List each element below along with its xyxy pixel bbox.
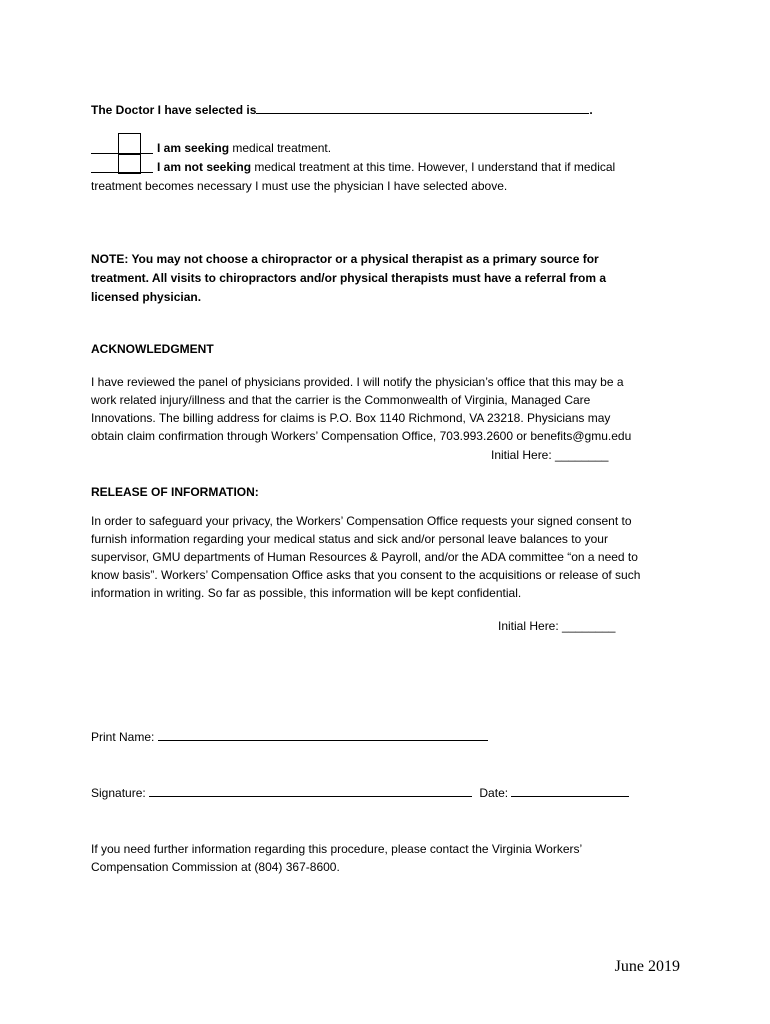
not-seeking-checkbox[interactable] — [118, 153, 141, 174]
contact-line-1: If you need further information regarding this procedure, please contact the Virginia Workers’ — [91, 842, 583, 856]
acknowledgment-line-4: obtain claim confirmation through Workers’ Compensation Office, 703.993.2600 or benefits@gmu.edu — [91, 429, 632, 443]
acknowledgment-line-1: I have reviewed the panel of physicians provided. I will notify the physician’s office that this may be a — [91, 375, 624, 389]
note-line-2: treatment. All visits to chiropractors and/or physical therapists must have a referral from a — [91, 271, 607, 285]
doctor-selected-row — [91, 101, 593, 119]
signature-label: Signature: — [91, 786, 146, 800]
release-line-4: know basis”. Workers’ Compensation Office asks that you consent to the acquisitions or release of such — [91, 568, 641, 582]
release-line-1: In order to safeguard your privacy, the Workers’ Compensation Office requests your signed consent to — [91, 514, 632, 528]
seeking-rest: medical treatment. — [229, 141, 332, 155]
doctor-selected-label: The Doctor I have selected is — [91, 103, 257, 117]
note-line-1: NOTE: You may not choose a chiropractor or a physical therapist as a primary source for — [91, 252, 599, 266]
acknowledgment-initial-field[interactable]: Initial Here: ________ — [491, 448, 609, 462]
print-name-row — [91, 728, 488, 746]
print-name-label: Print Name: — [91, 730, 155, 744]
footer-date: June 2019 — [614, 958, 680, 975]
date-field[interactable] — [511, 784, 629, 797]
seeking-option — [157, 139, 331, 157]
not-seeking-rest: medical treatment at this time. However, I understand that if medical — [251, 160, 616, 174]
contact-line-2: Compensation Commission at (804) 367-8600. — [91, 860, 340, 874]
release-paragraph — [91, 512, 640, 602]
seeking-bold: I am seeking — [157, 141, 230, 155]
release-line-5: information in writing. So far as possible, this information will be kept confidential. — [91, 586, 522, 600]
note-paragraph — [91, 250, 606, 306]
not-seeking-continuation: treatment becomes necessary I must use the physician I have selected above. — [91, 179, 508, 193]
print-name-field[interactable] — [158, 728, 488, 741]
signature-row — [91, 784, 629, 802]
acknowledgment-line-3: Innovations. The billing address for claims is P.O. Box 1140 Richmond, VA 23218. Physicians may — [91, 411, 611, 425]
acknowledgment-line-2: work related injury/illness and that the carrier is the Commonwealth of Virginia, Managed Care — [91, 393, 591, 407]
release-initial-field[interactable]: Initial Here: ________ — [498, 619, 616, 633]
acknowledgment-heading: ACKNOWLEDGMENT — [91, 342, 214, 356]
release-heading: RELEASE OF INFORMATION: — [91, 485, 259, 499]
not-seeking-option — [157, 158, 615, 176]
note-line-3: licensed physician. — [91, 290, 202, 304]
not-seeking-bold: I am not seeking — [157, 160, 252, 174]
seeking-checkbox[interactable] — [118, 133, 141, 155]
doctor-selected-period: . — [589, 103, 593, 117]
date-label: Date: — [479, 786, 509, 800]
signature-field[interactable] — [149, 784, 472, 797]
acknowledgment-paragraph — [91, 373, 631, 445]
doctor-name-field[interactable] — [256, 101, 589, 114]
release-line-2: furnish information regarding your medical status and sick and/or personal leave balances to your — [91, 532, 608, 546]
contact-paragraph — [91, 840, 582, 876]
release-line-3: supervisor, GMU departments of Human Resources & Payroll, and/or the ADA committee “on a need to — [91, 550, 638, 564]
